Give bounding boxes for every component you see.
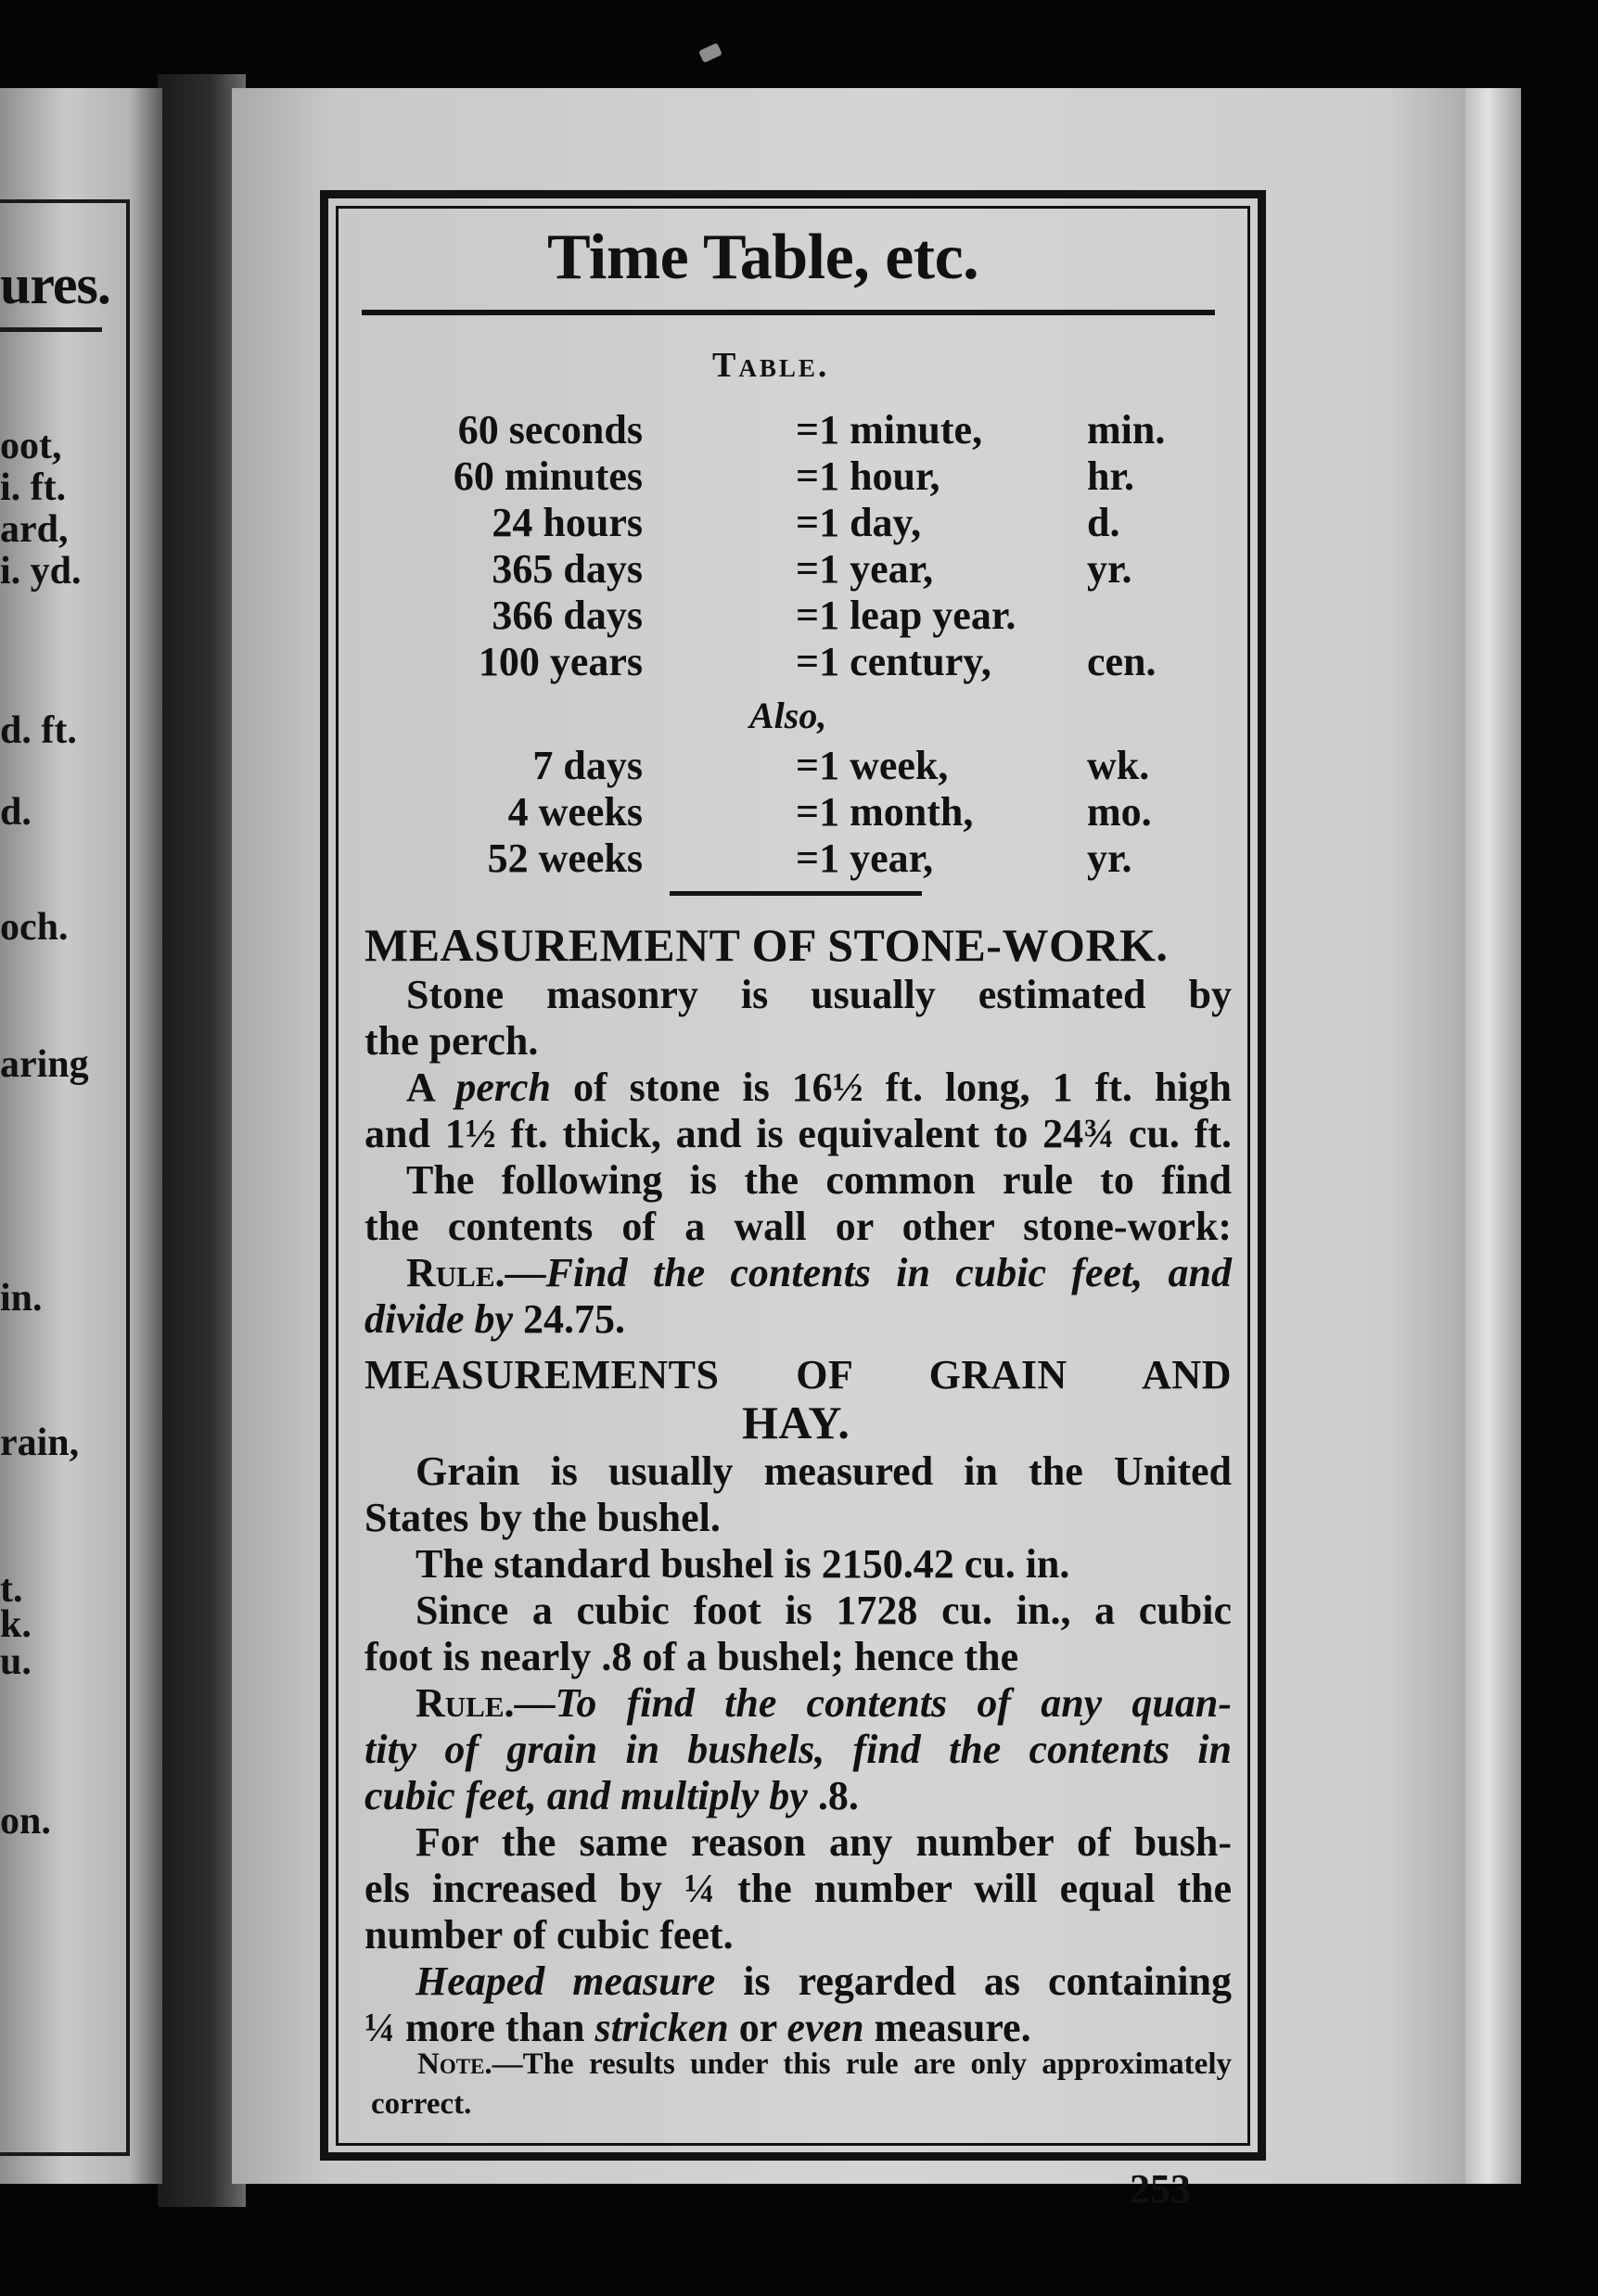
rule-text: To find the contents of any quan- — [555, 1680, 1232, 1726]
row-abbreviation: cen. — [1087, 639, 1157, 684]
stricken-term: stricken — [594, 2005, 729, 2050]
perch-term: perch — [455, 1065, 551, 1110]
row-equivalent: =1 day, — [796, 500, 922, 545]
row-equivalent: =1 hour, — [796, 453, 940, 499]
left-page-line: i. ft. — [0, 466, 67, 509]
table-row — [0, 499, 1598, 545]
left-page-line: rain, — [0, 1422, 80, 1464]
section-rule — [670, 891, 922, 896]
stone-paragraph-line: Stone masonry is usually estimated by — [406, 972, 1232, 1017]
note-label: Note.— — [417, 2047, 523, 2081]
row-equivalent: =1 minute, — [796, 407, 983, 453]
scan-speck — [698, 43, 722, 63]
grain-heading-line: MEASUREMENTS OF GRAIN AND — [364, 1352, 1232, 1397]
rule-label: Rule.— — [406, 1250, 546, 1295]
rule-text: cubic feet, and multiply by — [364, 1773, 808, 1818]
row-equivalent: =1 week, — [796, 743, 949, 788]
text-span: is regarded as containing — [743, 1958, 1232, 2004]
stone-paragraph-line: The following is the common rule to find — [406, 1157, 1232, 1203]
row-quantity: 60 minutes — [453, 453, 643, 499]
row-equivalent: =1 year, — [796, 546, 934, 592]
left-page-line: t. — [0, 1568, 23, 1611]
row-abbreviation: yr. — [1087, 546, 1132, 592]
row-abbreviation: hr. — [1087, 453, 1134, 499]
table-row — [0, 453, 1598, 499]
row-abbreviation: min. — [1087, 407, 1166, 453]
left-page-line: oot, — [0, 425, 62, 467]
stone-rule-line — [364, 1250, 1232, 1296]
stone-rule-line — [364, 1296, 1232, 1343]
page-number: 253 — [1130, 2166, 1191, 2212]
text-span: of stone is 16½ ft. long, 1 ft. high — [572, 1065, 1233, 1110]
grain-rule-line: tity of grain in bushels, find the contents in — [364, 1727, 1232, 1772]
left-page-heading-fragment: ures. — [0, 254, 110, 315]
left-page-line: d. ft. — [0, 709, 77, 752]
rule-number: 24.75. — [523, 1296, 626, 1342]
table-row — [0, 545, 1598, 592]
grain-paragraph-line: number of cubic feet. — [364, 1912, 734, 1958]
also-label: Also, — [749, 695, 827, 736]
grain-paragraph-line: Grain is usually measured in the United — [415, 1448, 1232, 1494]
row-abbreviation: d. — [1087, 500, 1120, 545]
rule-number: .8. — [817, 1773, 859, 1818]
row-abbreviation: mo. — [1087, 789, 1152, 835]
rule-label: Rule.— — [415, 1680, 556, 1726]
text-span: ¼ more than — [364, 2005, 585, 2050]
grain-paragraph-line — [364, 1958, 1232, 2005]
note — [371, 2045, 1232, 2124]
row-abbreviation: yr. — [1087, 835, 1132, 881]
stone-work-heading: MEASUREMENT OF STONE-WORK. — [364, 919, 1169, 971]
table-row — [0, 788, 1598, 835]
grain-rule-line — [364, 1680, 1232, 1727]
stone-paragraph-line: the contents of a wall or other stone-work: — [364, 1204, 1232, 1249]
grain-paragraph-line: States by the bushel. — [364, 1495, 721, 1540]
left-page-line: on. — [0, 1800, 51, 1843]
left-page-line: k. — [0, 1603, 32, 1646]
row-quantity: 7 days — [532, 743, 643, 788]
row-abbreviation: wk. — [1087, 743, 1150, 788]
row-equivalent: =1 year, — [796, 835, 934, 881]
table-row — [0, 406, 1598, 453]
stone-paragraph-line: and 1½ ft. thick, and is equivalent to 24¾ cu. ft. — [364, 1111, 1232, 1156]
grain-paragraph-line: els increased by ¼ the number will equal the — [364, 1866, 1232, 1911]
left-page-line: d. — [0, 791, 32, 834]
table-heading: Table. — [712, 346, 830, 385]
left-page-line: i. yd. — [0, 550, 82, 593]
table-row — [0, 592, 1598, 638]
stone-paragraph-line: the perch. — [364, 1018, 539, 1064]
row-quantity: 100 years — [478, 639, 643, 684]
grain-rule-line — [364, 1773, 1232, 1819]
row-equivalent: =1 century, — [796, 639, 991, 684]
grain-heading-line: HAY. — [742, 1397, 850, 1448]
row-quantity: 60 seconds — [457, 407, 643, 453]
text-span: A — [406, 1065, 434, 1110]
rule-text: Find the contents in cubic feet, and — [545, 1250, 1232, 1295]
table-row — [0, 742, 1598, 788]
left-page-line: ard, — [0, 508, 69, 551]
page-edge — [1465, 88, 1521, 2184]
grain-paragraph-line: foot is nearly .8 of a bushel; hence the — [364, 1634, 1019, 1679]
text-span: measure. — [874, 2005, 1031, 2050]
text-span: or — [738, 2005, 777, 2050]
title-rule — [362, 310, 1215, 315]
left-page-line: in. — [0, 1277, 43, 1320]
page-title: Time Table, etc. — [547, 222, 979, 293]
row-equivalent: =1 leap year. — [796, 593, 1016, 638]
table-row — [0, 638, 1598, 684]
left-page-line: aring — [0, 1043, 89, 1086]
left-page-line: och. — [0, 906, 69, 949]
left-page-line: u. — [0, 1640, 32, 1683]
heaped-measure-term: Heaped measure — [415, 1958, 716, 2004]
stone-paragraph-line — [364, 1065, 1232, 1111]
left-page-rule — [0, 327, 102, 332]
row-quantity: 365 days — [492, 546, 643, 592]
row-quantity: 4 weeks — [507, 789, 643, 835]
left-facing-page — [0, 88, 162, 2184]
note-text: The results under this rule are only approximately correct. — [371, 2047, 1232, 2121]
row-equivalent: =1 month, — [796, 789, 974, 835]
row-quantity: 366 days — [492, 593, 643, 638]
table-row — [0, 835, 1598, 881]
grain-paragraph-line: The standard bushel is 2150.42 cu. in. — [415, 1541, 1070, 1587]
rule-text: divide by — [364, 1296, 514, 1342]
grain-paragraph-line: For the same reason any number of bush- — [415, 1819, 1232, 1865]
row-quantity: 24 hours — [492, 500, 643, 545]
even-term: even — [786, 2005, 864, 2050]
row-quantity: 52 weeks — [487, 835, 643, 881]
grain-paragraph-line: Since a cubic foot is 1728 cu. in., a cubic — [415, 1588, 1232, 1633]
